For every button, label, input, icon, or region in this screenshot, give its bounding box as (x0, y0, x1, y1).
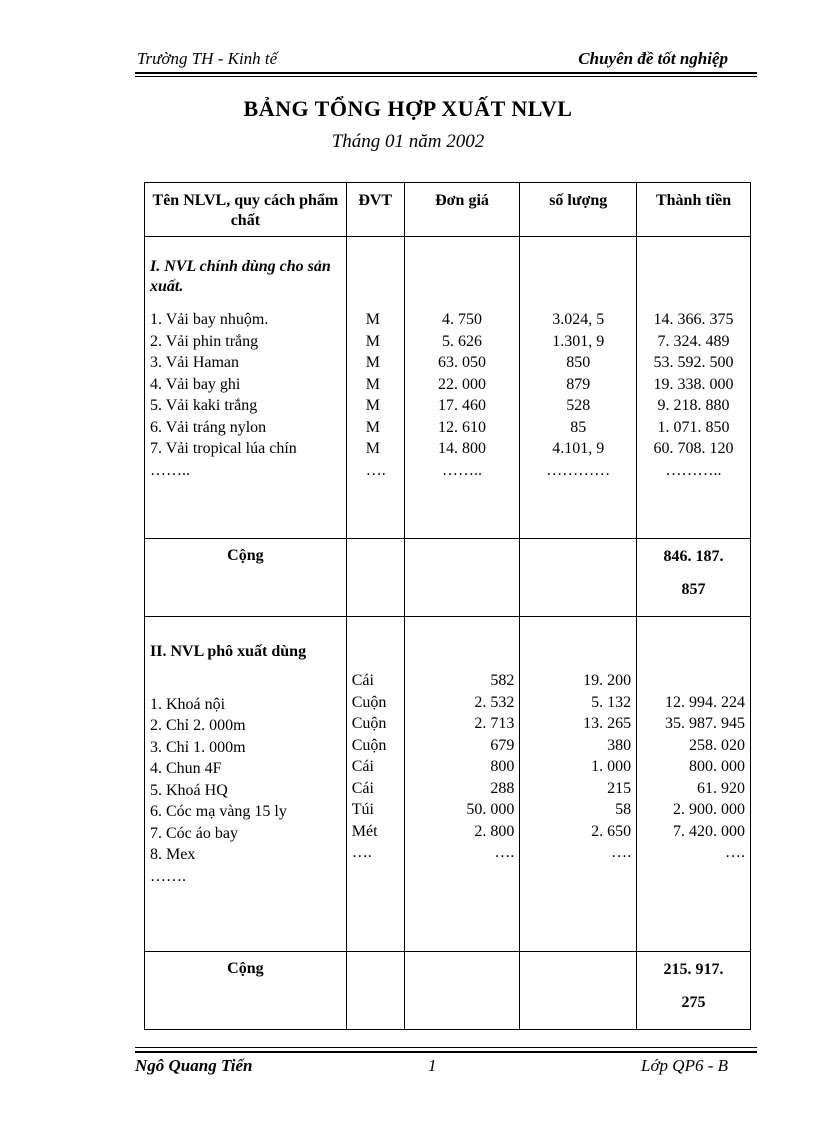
price-value: …….. (442, 461, 482, 479)
section2-prices-cell (404, 617, 520, 952)
list-item: 5. Khoá HQ (150, 781, 228, 799)
section1-amounts-cell (637, 237, 751, 539)
section1-total-label-cell (145, 539, 347, 617)
price-value: 5. 626 (442, 332, 482, 350)
empty-cell (404, 539, 520, 617)
quantity-value: 528 (566, 397, 591, 414)
price-value: 582 (490, 672, 515, 689)
unit-value: …. (351, 844, 372, 861)
col-header-amount: Thành tiền (637, 183, 751, 237)
empty-cell (520, 539, 637, 617)
list-item: 3. Chỉ 1. 000m (150, 738, 246, 756)
unit-value: …. (365, 461, 386, 479)
unit-value: Cuộn (351, 693, 387, 711)
quantity-value: 1. 000 (591, 758, 632, 775)
footer-rule-thin (135, 1047, 757, 1048)
price-value: 63. 050 (438, 354, 486, 371)
quantity-value: 85 (570, 418, 587, 436)
total-label: Cộng (227, 960, 264, 977)
total-value-line1: 846. 187. (663, 548, 724, 565)
section1-quantities-cell (520, 237, 637, 539)
price-value: 679 (490, 736, 515, 754)
amount-value: 2. 900. 000 (673, 801, 745, 818)
list-item: 3. Vải Haman (150, 354, 240, 371)
list-item: 7. Cóc áo bay (150, 824, 238, 842)
quantity-value: 19. 200 (583, 672, 632, 689)
quantity-value: 3.024, 5 (552, 311, 605, 328)
amount-value (642, 670, 745, 692)
unit-value: Mét (351, 822, 378, 840)
amount-value: 19. 338. 000 (653, 375, 734, 393)
price-value: 2. 713 (474, 715, 515, 732)
unit-value: M (365, 440, 380, 457)
unit-value: Túi (351, 801, 374, 818)
total-value-line2: 275 (681, 994, 706, 1011)
amount-value: 35. 987. 945 (665, 715, 745, 732)
list-item: 6. Vải tráng nylon (150, 418, 267, 436)
quantity-value: 879 (566, 375, 591, 393)
summary-table (144, 182, 751, 1030)
section1-row (145, 237, 751, 539)
list-item: 1. Khoá nội (150, 695, 226, 713)
amount-value: 12. 994. 224 (665, 693, 745, 711)
unit-value: Cuộn (351, 736, 387, 754)
quantity-value: ………… (546, 461, 611, 479)
empty-cell (346, 952, 404, 1030)
total-label: Cộng (227, 547, 264, 564)
unit-value: M (365, 418, 380, 436)
price-value: 17. 460 (438, 397, 486, 414)
section2-quantities-cell (520, 617, 637, 952)
amount-value: 9. 218. 880 (657, 397, 730, 414)
amount-value: 7. 420. 000 (673, 822, 745, 840)
list-item: 7. Vải tropical lúa chín (150, 440, 297, 457)
amount-value: 7. 324. 489 (657, 332, 730, 350)
header-rule-thin (135, 76, 757, 77)
footer-class: Lớp QP6 - B (641, 1056, 728, 1075)
page-subtitle: Tháng 01 năm 2002 (331, 131, 485, 152)
list-item: 8. Mex (150, 846, 196, 863)
footer-author: Ngô Quang Tiến (135, 1056, 253, 1075)
page-title: BẢNG TỔNG HỢP XUẤT NLVL (243, 96, 573, 121)
col-header-name: Tên NLVL, quy cách phẩm chất (145, 183, 347, 237)
quantity-value: 13. 265 (583, 715, 632, 732)
price-value: 4. 750 (442, 311, 482, 328)
footer-rule (135, 1051, 757, 1053)
price-value: 2. 800 (474, 822, 515, 840)
section1-total-row (145, 539, 751, 617)
header-rule (135, 72, 757, 74)
col-header-unit: ĐVT (346, 183, 404, 237)
amount-value: 800. 000 (689, 758, 745, 775)
list-item: 6. Cóc mạ vàng 15 ly (150, 803, 287, 820)
col-header-price: Đơn giá (404, 183, 520, 237)
section1-units-cell (346, 237, 404, 539)
list-item: ……. (150, 867, 186, 885)
unit-value: M (365, 397, 380, 414)
list-item: 2. Chỉ 2. 000m (150, 717, 246, 734)
section2-units-cell (346, 617, 404, 952)
quantity-value: 850 (566, 354, 591, 371)
unit-value: Cuộn (351, 715, 387, 732)
section2-total-value-cell (637, 952, 751, 1030)
empty-cell (346, 539, 404, 617)
price-value: 50. 000 (466, 801, 515, 818)
header-school: Trường TH - Kinh tế (137, 49, 278, 68)
amount-value: 14. 366. 375 (653, 311, 734, 328)
amount-value: 60. 708. 120 (653, 440, 734, 457)
list-item: 2. Vải phin trắng (150, 332, 259, 350)
quantity-value: 2. 650 (591, 822, 632, 840)
amount-value: 61. 920 (697, 779, 745, 797)
price-value: …. (494, 844, 515, 861)
section2-names-cell (145, 617, 347, 952)
section2-row (145, 617, 751, 952)
list-item (150, 672, 341, 694)
unit-value: M (365, 332, 380, 350)
price-value: 288 (490, 779, 515, 797)
unit-value: Cái (351, 672, 374, 689)
section2-amounts-cell (637, 617, 751, 952)
amount-value: 1. 071. 850 (657, 418, 730, 436)
page-number: 1 (428, 1056, 437, 1075)
amount-value: 258. 020 (689, 736, 745, 754)
section2-title: II. NVL phô xuất dùng (150, 643, 307, 660)
price-value: 22. 000 (438, 375, 486, 393)
quantity-value: 380 (607, 736, 632, 754)
section1-names-cell (145, 237, 347, 539)
amount-value: 53. 592. 500 (653, 354, 734, 371)
quantity-value: …. (611, 844, 632, 861)
total-value-line1: 215. 917. (663, 961, 724, 978)
price-value: 800 (490, 758, 515, 775)
col-header-quantity: số lượng (520, 183, 637, 237)
empty-cell (404, 952, 520, 1030)
quantity-value: 5. 132 (591, 693, 632, 711)
section2-total-row (145, 952, 751, 1030)
unit-value: Cái (351, 779, 374, 797)
section1-prices-cell (404, 237, 520, 539)
unit-value: M (365, 311, 380, 328)
list-item: …….. (150, 461, 190, 479)
quantity-value: 58 (615, 801, 632, 818)
list-item: 4. Vải bay ghi (150, 375, 241, 393)
table-header-row (145, 183, 751, 237)
amount-value: …. (725, 844, 745, 861)
quantity-value: 1.301, 9 (552, 332, 605, 350)
section1-title: I. NVL chính dùng cho sản xuất. (150, 258, 331, 295)
list-item: 1. Vải bay nhuộm. (150, 311, 269, 328)
total-value-line2: 857 (681, 581, 706, 598)
list-item: 5. Vải kaki trắng (150, 397, 258, 414)
price-value: 12. 610 (438, 418, 486, 436)
header-topic: Chuyên đề tốt nghiệp (578, 49, 728, 68)
section2-total-label-cell (145, 952, 347, 1030)
empty-cell (520, 952, 637, 1030)
quantity-value: 4.101, 9 (552, 440, 605, 457)
price-value: 2. 532 (474, 693, 515, 711)
amount-value: ……….. (665, 461, 722, 479)
section1-names (150, 309, 341, 481)
section1-total-value-cell (637, 539, 751, 617)
list-item: 4. Chun 4F (150, 760, 222, 777)
unit-value: M (365, 354, 380, 371)
unit-value: M (365, 375, 380, 393)
quantity-value: 215 (607, 779, 632, 797)
price-value: 14. 800 (438, 440, 486, 457)
unit-value: Cái (351, 758, 374, 775)
